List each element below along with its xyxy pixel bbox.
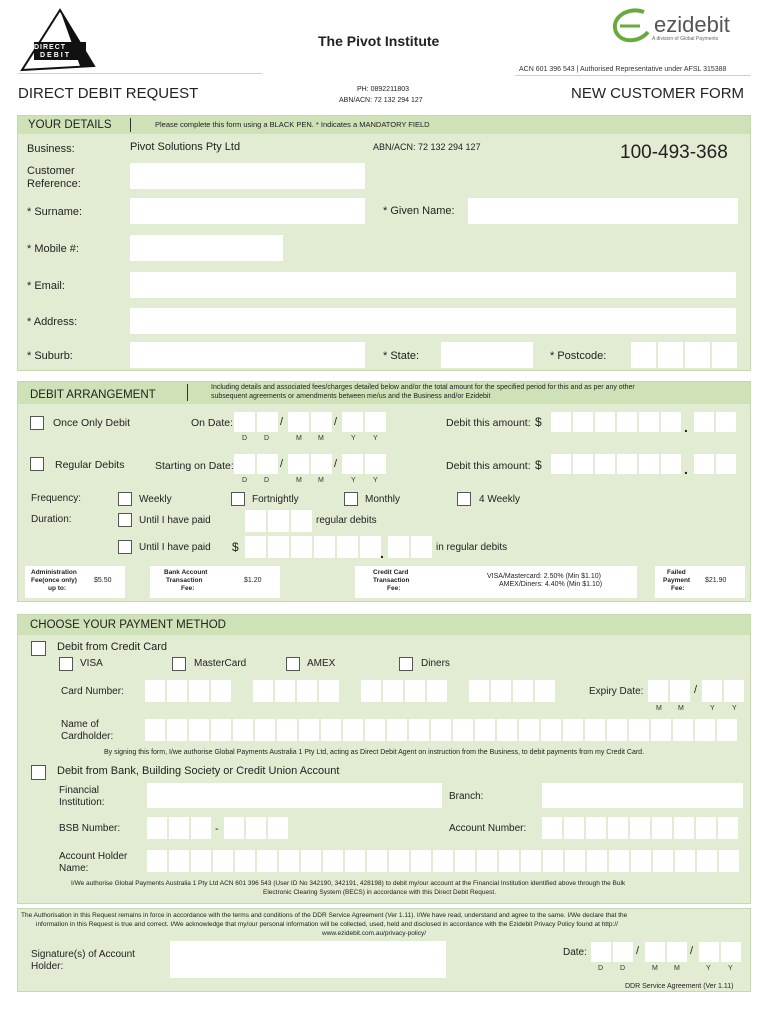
date-letter: M [318,435,324,442]
signature-date-label: Date: [563,947,587,958]
bank-fee-value: $1.20 [244,577,262,584]
debit-amount-label-regular: Debit this amount: [446,460,531,472]
date-separator: / [280,458,284,470]
until-paid-count-checkbox[interactable] [118,513,132,527]
expiry-letter: Y [710,705,715,712]
state-field[interactable] [441,342,533,368]
customer-ref-label: Customer [27,165,75,177]
signature-date-year[interactable] [699,942,741,962]
mobile-field[interactable] [130,235,283,261]
bsb-part-1[interactable] [147,817,211,839]
signature-field[interactable] [170,941,446,978]
total-amount-cents[interactable] [388,536,432,558]
signature-label: Signature(s) of Account [31,949,135,960]
regular-amount-cents[interactable] [694,454,736,474]
bank-authorisation-1: I/We authorise Global Payments Australia 1 Pty Ltd ACN 601 396 543 (User ID No 342190, 342191, 428198) to debit my/our account at the Financial Institution identified above through the Bulk [71,880,626,887]
once-only-label: Once Only Debit [53,417,131,429]
date-letter: Y [373,435,378,442]
signature-date-day[interactable] [591,942,633,962]
regular-amount-dollars[interactable] [551,454,681,474]
dollar-sign: $ [535,458,542,472]
surname-field[interactable] [130,198,365,224]
decimal-point: . [380,545,384,561]
instruction-text: Please complete this form using a BLACK PEN. * Indicates a MANDATORY FIELD [155,120,430,129]
date-letter: M [296,477,302,484]
starting-on-label: Starting on Date: [155,460,234,472]
on-date-day[interactable] [234,412,278,432]
institution-label-2: Institution: [59,797,105,808]
address-label: * Address: [27,316,78,328]
postcode-label: * Postcode: [550,350,607,362]
cc-fee-label: Transaction [373,577,410,584]
cc-fee-label: Credit Card [373,569,409,576]
account-holder-field[interactable] [147,850,739,872]
amex-label: AMEX [307,658,336,669]
once-only-checkbox[interactable] [30,416,44,430]
weekly-checkbox[interactable] [118,492,132,506]
decimal-point: . [684,461,688,477]
expiry-label: Expiry Date: [589,686,644,697]
bank-fee-label: Bank Account [164,569,208,576]
diners-label: Diners [421,658,450,669]
date-separator: / [636,945,640,957]
expiry-letter: M [678,705,684,712]
cardholder-label: Name of [61,719,99,730]
surname-label: * Surname: [27,206,83,218]
address-field[interactable] [130,308,736,334]
diners-checkbox[interactable] [399,657,413,671]
bank-account-label: Debit from Bank, Building Society or Credit Union Account [57,765,340,777]
regular-debits-count[interactable] [245,510,312,532]
financial-institution-field[interactable] [147,783,442,808]
logo-text-debit: DEBIT [40,52,71,59]
monthly-label: Monthly [365,494,401,505]
date-letter: Y [351,477,356,484]
date-letter: M [318,477,324,484]
decimal-point: . [684,419,688,435]
email-label: * Email: [27,280,65,292]
admin-fee-value: $5.50 [94,577,112,584]
bsb-label: BSB Number: [59,823,121,834]
in-regular-debits-text: in regular debits [436,542,508,553]
on-date-label: On Date: [191,417,234,429]
on-date-month[interactable] [288,412,332,432]
bank-authorisation-2: Electronic Clearing System (BECS) in accordance with this Direct Debit Request. [263,889,497,896]
ezidebit-swoosh-icon [606,6,656,46]
ezidebit-brand: ezidebit [654,12,730,37]
failed-fee-label: Fee: [671,585,685,592]
date-letter: D [620,965,626,972]
amex-checkbox[interactable] [286,657,300,671]
date-separator: / [280,416,284,428]
start-date-year[interactable] [342,454,386,474]
your-details-title: YOUR DETAILS [28,119,112,131]
form-type: NEW CUSTOMER FORM [571,85,745,102]
mobile-label: * Mobile #: [27,243,79,255]
card-number-group-3[interactable] [361,680,447,702]
dollar-sign: $ [232,540,239,554]
card-number-group-2[interactable] [253,680,339,702]
once-amount-cents[interactable] [694,412,736,432]
header-abn: ABN/ACN: 72 132 294 127 [339,97,423,104]
account-holder-label: Account Holder [59,851,128,862]
credit-card-checkbox[interactable] [31,641,46,656]
branch-field[interactable] [542,783,743,808]
debit-amount-label: Debit this amount: [446,417,531,429]
date-letter: Y [728,965,733,972]
acn-representative: ACN 601 396 543 | Authorised Representative under AFSL 315388 [519,66,727,73]
bsb-part-2[interactable] [224,817,288,839]
signature-date-month[interactable] [645,942,687,962]
arrangement-note-2: subsequent agreements or amendments between me/us and the Business and/or Ezidebit [211,393,491,400]
institution-label: Financial [59,785,100,796]
monthly-checkbox[interactable] [344,492,358,506]
on-date-year[interactable] [342,412,386,432]
admin-fee-label: Administration [31,569,77,576]
customer-ref-label-2: Reference: [27,178,81,190]
mastercard-label: MasterCard [194,658,247,669]
business-value: Pivot Solutions Pty Ltd [130,141,241,153]
cardholder-name-field[interactable] [145,719,737,741]
mastercard-checkbox[interactable] [172,657,186,671]
until-paid-label: Until I have paid [139,515,211,526]
start-date-month[interactable] [288,454,332,474]
date-letter: D [242,435,248,442]
header-divider-right [515,75,751,76]
email-field[interactable] [130,272,736,298]
until-paid-label-2: Until I have paid [139,542,211,553]
weekly-label: Weekly [139,494,172,505]
account-number-label: Account Number: [449,823,527,834]
bank-account-checkbox[interactable] [31,765,46,780]
given-name-field[interactable] [468,198,738,224]
expiry-month[interactable] [648,680,690,702]
form-title: DIRECT DEBIT REQUEST [18,85,199,102]
date-letter: D [264,477,270,484]
failed-fee-label: Payment [663,577,691,584]
cc-fee-value-1: VISA/Mastercard: 2.50% (Min $1.10) [487,573,601,580]
regular-debits-label: Regular Debits [55,459,125,471]
account-holder-label-2: Name: [59,863,89,874]
date-letter: D [598,965,604,972]
frequency-label: Frequency: [31,493,82,504]
reference-number: 100-493-368 [620,142,728,163]
debit-arrangement-title: DEBIT ARRANGEMENT [30,389,156,401]
signature-label-2: Holder: [31,961,64,972]
account-number-field[interactable] [542,817,738,839]
cardholder-label-2: Cardholder: [61,731,114,742]
date-letter: Y [706,965,711,972]
title-separator [130,118,131,132]
until-paid-amount-checkbox[interactable] [118,540,132,554]
date-letter: D [264,435,270,442]
ezidebit-tagline: A division of Global Payments [652,36,719,42]
credit-card-authorisation: By signing this form, I/we authorise Global Payments Australia 1 Pty Ltd, acting as Direct Debit Agent on instruction from the Business, to debit payments from my Credit Card. [104,749,645,756]
bank-fee-label: Fee: [181,585,195,592]
logo-text-direct: DIRECT [34,44,67,51]
card-number-label: Card Number: [61,686,124,697]
privacy-policy-url: www.ezidebit.com.au/privacy-policy/ [322,930,427,937]
duration-label: Duration: [31,514,72,525]
direct-debit-logo [20,8,96,72]
visa-checkbox[interactable] [59,657,73,671]
authorisation-text-1: The Authorisation in this Request remains in force in accordance with the terms and conditions of the DDR Service Agreement (Ver 1.11). I/We have read, understand and agree to the same. I/We declare that the [21,912,628,919]
title-separator [187,384,188,401]
total-amount-dollars[interactable] [245,536,381,558]
abn-value: ABN/ACN: 72 132 294 127 [373,142,481,152]
failed-fee-label: Failed [667,569,686,576]
regular-debits-checkbox[interactable] [30,457,44,471]
header-divider [18,73,262,74]
cc-fee-label: Fee: [387,585,401,592]
suburb-field[interactable] [130,342,365,368]
date-separator: / [334,458,338,470]
date-separator: / [694,684,698,696]
failed-fee-value: $21.90 [705,577,727,584]
fortnightly-checkbox[interactable] [231,492,245,506]
four-weekly-checkbox[interactable] [457,492,471,506]
dollar-sign: $ [535,415,542,429]
expiry-year[interactable] [702,680,744,702]
four-weekly-label: 4 Weekly [479,494,520,505]
state-label: * State: [383,350,420,362]
arrangement-note-1: Including details and associated fees/charges detailed below and/or the total amount for the specified period for this and as per any other [211,384,635,391]
date-letter: Y [351,435,356,442]
payment-method-title: CHOOSE YOUR PAYMENT METHOD [30,619,226,631]
once-amount-dollars[interactable] [551,412,681,432]
date-separator: / [334,416,338,428]
org-title: The Pivot Institute [318,33,440,49]
admin-fee-label: Fee(once only) [31,577,77,584]
expiry-letter: M [656,705,662,712]
date-letter: Y [373,477,378,484]
date-separator: / [690,945,694,957]
start-date-day[interactable] [234,454,278,474]
given-name-label: * Given Name: [383,205,455,217]
card-number-group-1[interactable] [145,680,231,702]
regular-debits-text: regular debits [316,515,377,526]
credit-card-label: Debit from Credit Card [57,641,168,653]
visa-label: VISA [80,658,103,669]
date-letter: D [242,477,248,484]
branch-label: Branch: [449,791,484,802]
fortnightly-label: Fortnightly [252,494,299,505]
admin-fee-label: up to: [48,585,67,592]
authorisation-text-2: information in this Request is true and correct. I/We acknowledge that my/our personal information will be collected, used, held and disclosed in accordance with the Ezidebit Privacy Policy found at http:// [36,921,618,928]
bsb-separator: - [215,823,219,835]
date-letter: M [674,965,680,972]
bank-fee-label: Transaction [166,577,203,584]
card-number-group-4[interactable] [469,680,555,702]
cc-fee-value-2: AMEX/Diners: 4.40% (Min $1.10) [499,581,603,588]
customer-reference-field[interactable] [130,163,365,189]
suburb-label: * Suburb: [27,350,73,362]
phone: PH: 0892211803 [357,86,410,93]
business-label: Business: [27,143,75,155]
postcode-field[interactable] [631,342,737,368]
date-letter: M [652,965,658,972]
date-letter: M [296,435,302,442]
expiry-letter: Y [732,705,737,712]
version-text: DDR Service Agreement (Ver 1.11) [625,983,734,990]
